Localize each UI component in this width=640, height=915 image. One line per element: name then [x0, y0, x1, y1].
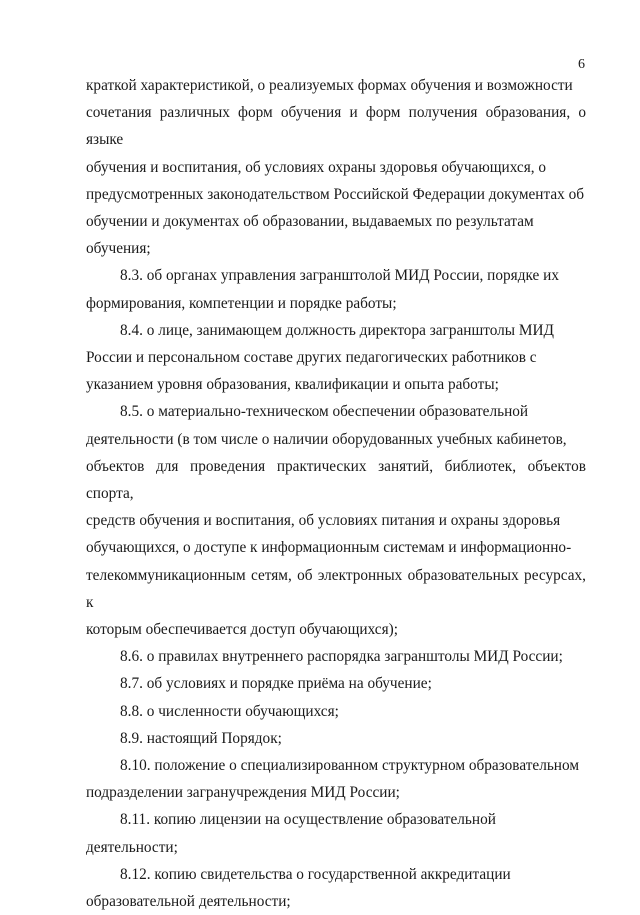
document-body: [86, 72, 586, 915]
paragraph-8-11: 8.11. копию лицензии на осуществление образовательной деятельности;: [86, 811, 496, 856]
paragraph-8-7: 8.7. об условиях и порядке приёма на обучение;: [120, 675, 432, 693]
paragraph-8-5: 8.5. о материально-техническом обеспечении образовательной деятельности (в том числе о наличии оборудованных учебных кабинетов, объектов для проведения практических занятий, библиотек, объектов спорта, средств обучения и воспитания, об условиях питания и охраны здоровья обучающихся, о доступе к информационным системам и информационно- телекоммуникационным сетям, об электронных образовательных ресурсах, к которым обеспечивается доступ обучающихся);: [86, 403, 586, 639]
paragraph-8-12: 8.12. копию свидетельства о государственной аккредитации образовательной деятельности;: [86, 865, 511, 911]
paragraph-8-9: 8.9. настоящий Порядок;: [120, 729, 282, 747]
page-number: 6: [578, 57, 585, 72]
paragraph-8-3: 8.3. об органах управления загранштолой МИД России, порядке их формирования, компетенции и порядке работы;: [86, 267, 559, 312]
paragraph-8-10: 8.10. положение о специализированном структурном образовательном подразделении загранучреждения МИД России;: [86, 757, 580, 802]
paragraph-8-6: 8.6. о правилах внутреннего распорядка загранштолы МИД России;: [120, 648, 563, 666]
paragraph-8-8: 8.8. о численности обучающихся;: [120, 702, 339, 720]
paragraph-8-4: 8.4. о лице, занимающем должность директора загранштолы МИД России и персональном составе других педагогических работников с указанием уровня образования, квалификации и опыта работы;: [86, 321, 554, 394]
paragraph-continuation: краткой характеристикой, о реализуемых формах обучения и возможности сочетания различных форм обучения и форм получения образования, о языке обучения и воспитания, об условиях охраны здоровья обучающихся, о предусмотренных законодательством Российской Федерации документах об обучении и документах об образовании, выдаваемых по результатам обучения;: [86, 77, 586, 258]
